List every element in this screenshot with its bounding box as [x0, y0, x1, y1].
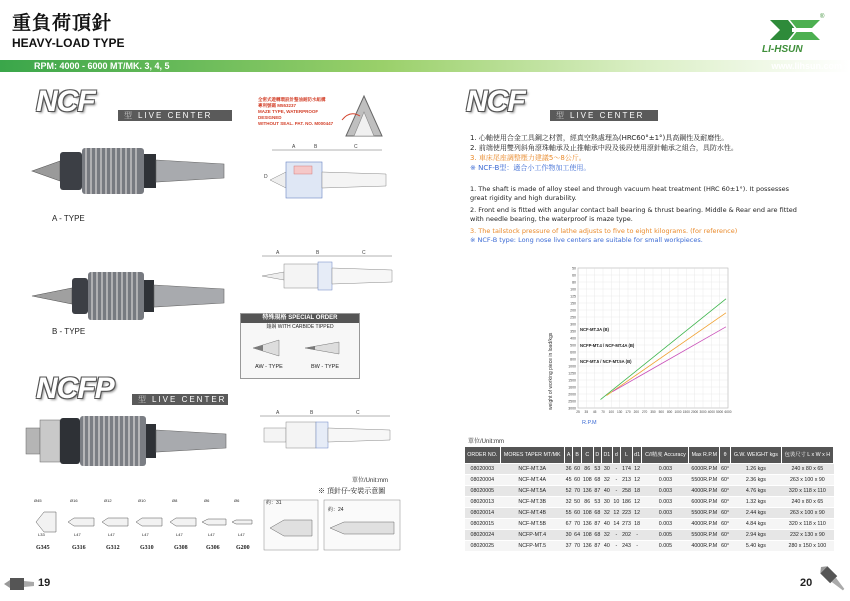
table-cell: - [612, 475, 621, 486]
table-cell: 12 [612, 508, 621, 519]
en-feature-list [470, 185, 800, 245]
table-cell: 60° [720, 475, 731, 486]
table-cell: 12 [632, 475, 642, 486]
chart-x-tick-label: 350 [650, 410, 656, 414]
ncf-title-left: NCF [36, 85, 95, 118]
table-cell: 2.94 kgs [730, 530, 781, 541]
table-cell: 60° [720, 541, 731, 552]
table-header-cell: B [573, 447, 582, 464]
table-cell: - [612, 464, 621, 475]
table-cell: 136 [581, 519, 593, 530]
table-cell: 263 x 100 x 90 [781, 508, 833, 519]
chart-x-tick-label: 800 [667, 410, 673, 414]
maze-note-en1: MAZE TYPE, WATERPROOF DESIGNED [258, 109, 319, 120]
table-cell: 14 [612, 519, 621, 530]
unit-label-right: 單位/Unit:mm [468, 439, 505, 445]
table-cell: 0.003 [642, 497, 689, 508]
chart-y-tick-label: 350 [570, 329, 576, 334]
table-cell: 30 [602, 464, 613, 475]
table-cell: - [632, 530, 642, 541]
load-rpm-chart [562, 262, 737, 432]
table-cell: 5500R.P.M [689, 530, 720, 541]
xing-label: 型 [556, 111, 564, 120]
chart-y-tick-label: 1500 [568, 378, 576, 383]
table-cell: 87 [593, 519, 602, 530]
table-cell: 1.32 kgs [730, 497, 781, 508]
table-header-cell: D1 [602, 447, 613, 464]
svg-text:B: B [314, 144, 318, 150]
chart-y-tick-label: 100 [570, 287, 576, 292]
chart-y-ticks [568, 267, 576, 411]
registered-mark: ® [820, 14, 825, 20]
chart-ylabel: weight of working piece in load/kgs [548, 332, 554, 410]
chart-x-tick-label: 5000 [716, 410, 724, 414]
table-cell: 232 x 130 x 90 [781, 530, 833, 541]
table-cell: NCF-MT.4A [500, 475, 564, 486]
chart-x-tick-label: 4000 [707, 410, 715, 414]
cn-feature-2: 2. 前端使用雙列斜角滾珠軸承及止推軸承中段及後段使用滾針軸承之組合，具防水性。 [470, 144, 738, 152]
tip-length: L47 [74, 532, 81, 537]
table-row [465, 530, 834, 541]
tip-diameters [34, 498, 254, 508]
table-cell: NCF-MT.3A [500, 464, 564, 475]
maze-note [258, 97, 338, 127]
table-cell: 263 x 100 x 90 [781, 475, 833, 486]
table-cell: 70 [573, 541, 582, 552]
table-cell: 32 [602, 530, 613, 541]
table-cell: 08020013 [465, 497, 501, 508]
chart-x-tick-label: 130 [617, 410, 623, 414]
table-cell: 12 [632, 497, 642, 508]
table-cell: 60° [720, 497, 731, 508]
table-cell: 136 [581, 486, 593, 497]
spec-table [464, 446, 834, 552]
tip-length: L47 [176, 532, 183, 537]
live-center-label: LIVE CENTER [570, 111, 645, 120]
svg-text:A: A [276, 250, 280, 256]
tip-diameter: Ø16 [70, 498, 78, 503]
table-cell: 0.003 [642, 486, 689, 497]
chart-x-tick-label: 1500 [682, 410, 690, 414]
unit-label-left: 單位/Unit:mm [352, 478, 389, 484]
table-cell: 08020003 [465, 464, 501, 475]
page-number-left: 19 [38, 577, 51, 589]
table-cell: 70 [573, 519, 582, 530]
table-cell: 4.84 kgs [730, 519, 781, 530]
logo-text: LI-HSUN [762, 44, 803, 55]
ncf-b-drawing [258, 248, 398, 298]
type-b-label: B - TYPE [52, 327, 86, 336]
table-header-cell: d1 [632, 447, 642, 464]
table-body [465, 464, 834, 552]
tip-codes [34, 545, 254, 555]
mini-tool-icon [4, 574, 34, 594]
chart-y-tick-label: 200 [570, 308, 576, 313]
table-cell: 68 [593, 508, 602, 519]
table-cell: NCF-MT.5A [500, 486, 564, 497]
xing-label: 型 [124, 111, 132, 120]
table-cell: 18 [632, 486, 642, 497]
chart-x-tick-label: 6000 [724, 410, 732, 414]
table-cell: 5500R.P.M [689, 475, 720, 486]
table-cell: 0.005 [642, 541, 689, 552]
en-feature-3: 3. The tailstock pressure of lathe adjusts to five to eight kilograms. (for reference) [470, 227, 738, 235]
chart-x-tick-label: 500 [658, 410, 664, 414]
chart-x-tick-label: 200 [633, 410, 639, 414]
page-title-cn: 重負荷頂針 [12, 12, 113, 34]
chart-y-tick-label: 1600 [568, 385, 576, 390]
tip-length: L47 [108, 532, 115, 537]
table-cell: 5.40 kgs [730, 541, 781, 552]
table-cell: - [632, 541, 642, 552]
table-cell: 4.76 kgs [730, 486, 781, 497]
special-order-subtitle: 鑲鋼 WITH CARBIDE TIPPED [266, 324, 334, 330]
table-cell: 186 [621, 497, 633, 508]
table-cell: 213 [621, 475, 633, 486]
chart-x-tick-label: 100 [608, 410, 614, 414]
chart-y-tick-label: 2000 [568, 392, 576, 397]
chart-grid [578, 268, 728, 408]
tip-code-g306: G306 [206, 545, 220, 551]
ncf-a-type-image [28, 140, 228, 202]
svg-text:A: A [292, 144, 296, 150]
chart-x-tick-label: 45 [592, 410, 597, 414]
table-cell: 08020005 [465, 486, 501, 497]
chart-y-tick-label: 400 [570, 336, 576, 341]
table-cell: - [612, 541, 621, 552]
table-row [465, 541, 834, 552]
table-cell: 60° [720, 530, 731, 541]
table-cell: - [612, 486, 621, 497]
svg-text:C: C [356, 410, 360, 416]
table-cell: 0.003 [642, 508, 689, 519]
table-header-cell: G.W. WEIGHT kgs [730, 447, 781, 464]
ncfp-image [20, 410, 230, 472]
table-header-cell: 包裝尺寸 L x W x H [781, 447, 833, 464]
table-cell: 108 [581, 508, 593, 519]
tip-length: L47 [208, 532, 215, 537]
table-header-row [465, 447, 834, 464]
chart-y-tick-label: 3000 [568, 406, 576, 411]
table-cell: 108 [581, 475, 593, 486]
rpm-text: RPM: 4000 - 6000 MT/MK. 3, 4, 5 [34, 61, 170, 71]
table-cell: 87 [593, 541, 602, 552]
tips-row [34, 498, 254, 550]
table-cell: 240 x 80 x 65 [781, 497, 833, 508]
table-header-cell: ORDER NO. [465, 447, 501, 464]
table-cell: 68 [593, 475, 602, 486]
tip-lengths [34, 532, 254, 540]
ncf-a-drawing [262, 140, 392, 204]
table-cell: 60° [720, 486, 731, 497]
mini-tool-icon [818, 562, 848, 596]
table-cell: 50 [573, 497, 582, 508]
table-row [465, 475, 834, 486]
table-cell: 08020024 [465, 530, 501, 541]
chart-x-tick-label: 25 [576, 410, 580, 414]
maze-note-cn1: 全密式遊轉環設計整油耐防水組構 [258, 97, 326, 102]
cn-feature-3: 3. 車床尾座調整壓力建議5～8公斤。 [470, 154, 586, 162]
chart-y-tick-label: 600 [570, 350, 576, 355]
table-cell: 37 [564, 541, 573, 552]
table-cell: 4000R.P.M [689, 486, 720, 497]
chart-y-tick-label: 250 [570, 315, 576, 320]
table-cell: 174 [621, 464, 633, 475]
tip-diameter: Ø10 [138, 498, 146, 503]
table-cell: 86 [581, 464, 593, 475]
ncfp-drawing [256, 408, 396, 458]
table-cell: 55 [564, 508, 573, 519]
tip-diameter: Ø45 [34, 498, 42, 503]
svg-text:B: B [310, 410, 314, 416]
table-cell: 32 [602, 508, 613, 519]
table-cell: 60° [720, 519, 731, 530]
table-cell: 68 [593, 530, 602, 541]
website-link[interactable]: www.lihsun.com [771, 61, 842, 71]
tip-length: L47 [238, 532, 245, 537]
table-cell: 1.26 kgs [730, 464, 781, 475]
table-cell: 53 [593, 464, 602, 475]
table-cell: 30 [602, 497, 613, 508]
ncf-subtitle-bar-left [118, 110, 232, 121]
table-header-cell: L [621, 447, 633, 464]
table-cell: 0.003 [642, 519, 689, 530]
tip-code-g310: G310 [140, 545, 154, 551]
ncfp-title: NCFP [36, 372, 114, 405]
table-header-cell: A [564, 447, 573, 464]
chart-y-tick-label: 80 [572, 280, 576, 285]
page-number-right: 20 [800, 577, 813, 589]
table-row [465, 486, 834, 497]
table-cell: 2.44 kgs [730, 508, 781, 519]
table-cell: 08020025 [465, 541, 501, 552]
logo-icon [766, 14, 824, 46]
table-cell: 258 [621, 486, 633, 497]
tip-diameter: Ø6 [234, 498, 240, 503]
table-cell: 6000R.P.M [689, 464, 720, 475]
chart-x-tick-label: 3000 [699, 410, 707, 414]
table-cell: 2.36 kgs [730, 475, 781, 486]
table-cell: 320 x 118 x 110 [781, 486, 833, 497]
en-feature-note: ※ NCF-B type: Long nose live centers are suitable for small workpieces. [470, 236, 703, 244]
table-header-cell: C/I精度 Accuracy [642, 447, 689, 464]
table-cell: 32 [564, 497, 573, 508]
chart-x-tick-label: 1000 [674, 410, 682, 414]
table-cell: 30 [564, 530, 573, 541]
chart-series-label: NCF-MT.5 / NCF-MT.5A (B) [580, 359, 632, 364]
tip-code-g308: G308 [174, 545, 188, 551]
table-cell: 36 [564, 464, 573, 475]
table-cell: 60° [720, 508, 731, 519]
table-header-cell: D [593, 447, 602, 464]
table-cell: 86 [581, 497, 593, 508]
table-cell: 40 [602, 519, 613, 530]
table-header-cell: C [581, 447, 593, 464]
table-cell: 08020004 [465, 475, 501, 486]
maze-note-cn2: 專利號碼 M553237 [258, 103, 297, 108]
tip-diameter: Ø12 [104, 498, 112, 503]
ncf-subtitle-bar-right [550, 110, 658, 121]
svg-text:C: C [354, 144, 358, 150]
chart-x-ticks [576, 410, 732, 414]
chart-series-label: NCF-MT.3A (B) [580, 327, 609, 332]
table-cell: 136 [581, 541, 593, 552]
table-cell: 4000R.P.M [689, 519, 720, 530]
table-cell: 45 [564, 475, 573, 486]
table-cell: 243 [621, 541, 633, 552]
table-cell: 12 [632, 464, 642, 475]
cn-feature-1: 1. 心軸使用合金工具鋼之材質，經真空熱處理為(HRC60°±1°)具高鋼性及耐磨性。 [470, 134, 729, 142]
install-label-31: 約：31 [266, 500, 282, 506]
tip-code-g316: G316 [72, 545, 86, 551]
table-row [465, 519, 834, 530]
install-label-24: 約：24 [328, 507, 344, 513]
tip-length: L47 [142, 532, 149, 537]
chart-x-tick-label: 35 [584, 410, 589, 414]
table-header-cell: Max R.P.M [689, 447, 720, 464]
chart-y-tick-label: 125 [570, 294, 576, 299]
svg-text:D: D [264, 174, 268, 180]
table-cell: 0.005 [642, 530, 689, 541]
table-cell: 273 [621, 519, 633, 530]
table-cell: 60 [573, 508, 582, 519]
install-diagram-label: ※ 頂針仔-安裝示意圖 [318, 488, 386, 495]
table-header-cell: MORES TAPER MT/MK [500, 447, 564, 464]
bw-type-label: BW - TYPE [311, 364, 340, 370]
xing-label: 型 [138, 395, 146, 404]
cn-feature-list [470, 133, 800, 173]
table-cell: 202 [621, 530, 633, 541]
table-cell: NCF-MT.4B [500, 508, 564, 519]
table-cell: 60° [720, 464, 731, 475]
table-cell: 60 [573, 475, 582, 486]
chart-y-tick-label: 1000 [568, 364, 576, 369]
table-cell: NCFP-MT.4 [500, 530, 564, 541]
en-feature-2: 2. Front end is fitted with angular contact ball bearing & thrust bearing. Middle & Rear end are fitted with needle bearing, the waterproof is maze type. [470, 206, 797, 223]
table-cell: 53 [593, 497, 602, 508]
svg-text:B: B [316, 250, 320, 256]
tip-diameter: Ø8 [172, 498, 178, 503]
tip-length: L33 [38, 532, 45, 537]
ncfp-subtitle-bar [132, 394, 228, 405]
tip-code-g200: G200 [236, 545, 250, 551]
aw-type-label: AW - TYPE [255, 364, 283, 370]
table-cell: 0.003 [642, 475, 689, 486]
tip-code-g345: G345 [36, 545, 50, 551]
svg-text:C: C [362, 250, 366, 256]
table-cell: 5500R.P.M [689, 508, 720, 519]
table-cell: 08020015 [465, 519, 501, 530]
special-order-title: 特殊規格 SPECIAL ORDER [241, 314, 359, 323]
table-cell: 108 [581, 530, 593, 541]
carbide-tip-icons [249, 336, 349, 360]
table-cell: NCF-MT.5B [500, 519, 564, 530]
chart-y-tick-label: 60 [572, 273, 576, 278]
table-cell: 32 [602, 475, 613, 486]
svg-text:A: A [276, 410, 280, 416]
chart-y-tick-label: 50 [572, 266, 576, 271]
table-cell: 87 [593, 486, 602, 497]
cn-feature-note: ※ NCF-B型：適合小工作物加工使用。 [470, 164, 591, 172]
chart-y-tick-label: 500 [570, 343, 576, 348]
live-center-label: LIVE CENTER [152, 395, 227, 404]
page-title-en: HEAVY-LOAD TYPE [12, 36, 125, 50]
tip-diameter: Ø6 [204, 498, 210, 503]
table-cell: 18 [632, 519, 642, 530]
chart-y-tick-label: 1250 [568, 371, 576, 376]
chart-x-tick-label: 2000 [691, 410, 699, 414]
table-cell: 52 [564, 486, 573, 497]
table-cell: 6000R.P.M [689, 497, 720, 508]
table-cell: 64 [573, 530, 582, 541]
table-cell: 60 [573, 464, 582, 475]
table-cell: NCF-MT.3B [500, 497, 564, 508]
table-cell: 320 x 118 x 110 [781, 519, 833, 530]
table-header-cell: d [612, 447, 621, 464]
table-cell: 08020014 [465, 508, 501, 519]
chart-y-tick-label: 150 [570, 301, 576, 306]
tip-code-g312: G312 [106, 545, 120, 551]
ncf-title-right: NCF [466, 85, 525, 118]
chart-series-label: NCFP-MT.4 / NCF-MT.4A (B) [580, 343, 635, 348]
table-row [465, 464, 834, 475]
table-row [465, 497, 834, 508]
chart-y-tick-label: 300 [570, 322, 576, 327]
chart-xlabel: R.P.M [582, 420, 597, 426]
live-center-label: LIVE CENTER [138, 111, 213, 120]
chart-y-tick-label: 800 [570, 357, 576, 362]
table-row [465, 508, 834, 519]
table-cell: 0.003 [642, 464, 689, 475]
table-cell: 223 [621, 508, 633, 519]
ncf-b-type-image [28, 266, 228, 326]
chart-x-tick-label: 270 [642, 410, 648, 414]
chart-y-tick-label: 2500 [568, 399, 576, 404]
maze-note-en2: WITHOUT SEAL. PAT. NO. M000447 [258, 121, 334, 126]
table-cell: NCFP-MT.5 [500, 541, 564, 552]
table-cell: 40 [602, 486, 613, 497]
table-cell: 240 x 80 x 65 [781, 464, 833, 475]
special-order-box [240, 313, 360, 379]
table-cell: 280 x 150 x 100 [781, 541, 833, 552]
en-feature-1: 1. The shaft is made of alloy steel and through vacuum heat treatment (HRC 60±1°). It possesses great rigidity and high durability. [470, 185, 789, 202]
table-cell: 70 [573, 486, 582, 497]
chart-x-tick-label: 170 [625, 410, 631, 414]
chart-x-tick-label: 70 [601, 410, 605, 414]
table-cell: 10 [612, 497, 621, 508]
table-cell: 4000R.P.M [689, 541, 720, 552]
table-cell: - [612, 530, 621, 541]
table-cell: 40 [602, 541, 613, 552]
table-cell: 12 [632, 508, 642, 519]
cutaway-icon [340, 90, 388, 142]
table-cell: 67 [564, 519, 573, 530]
type-a-label: A - TYPE [52, 214, 85, 223]
table-header-cell: θ [720, 447, 731, 464]
